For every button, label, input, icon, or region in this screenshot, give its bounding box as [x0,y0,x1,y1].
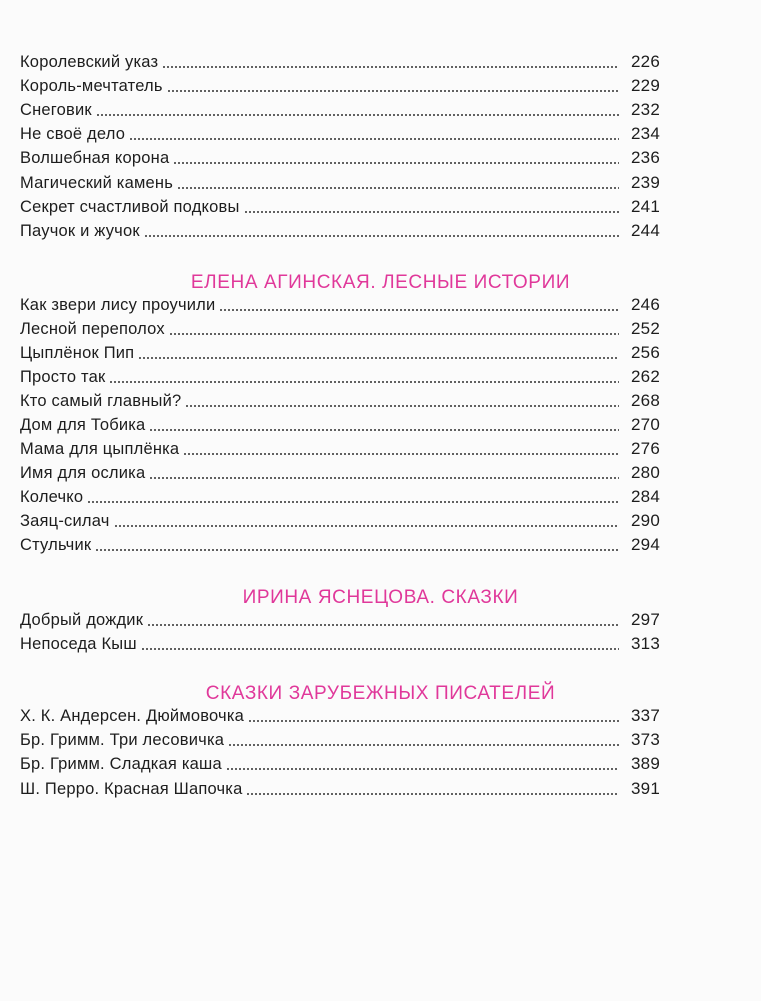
toc-entry [20,75,660,97]
dot-leader [96,114,619,116]
dot-leader [228,744,619,746]
toc-entry-page-number: 284 [631,487,660,506]
dot-leader [226,768,619,770]
toc-entry-page-number: 232 [631,100,660,120]
toc-entry [20,609,660,631]
dot-leader [248,720,619,722]
dot-leader [114,525,619,527]
toc-entry [20,123,660,145]
dot-leader [147,624,619,626]
toc-entry-page-number: 294 [631,535,660,554]
toc-entry-page-number: 226 [631,52,660,71]
toc-entry-page-number: 290 [631,511,660,530]
toc-entry [20,414,660,436]
toc-entry [20,778,660,800]
toc-entry-page-number: 229 [631,76,660,96]
toc-entry-title: Королевский указ [20,53,159,71]
toc-entry [20,438,660,460]
toc-entry-page-number: 262 [631,367,660,386]
toc-entry-page-number: 256 [631,343,660,362]
dot-leader [162,66,619,68]
toc-entry [20,342,660,364]
toc-entry-page-number: 241 [631,196,660,216]
dot-leader [129,138,619,140]
toc-entry-page-number: 236 [631,148,660,168]
toc-entry-title: Бр. Гримм. Сладкая каша [20,755,222,774]
toc-entry [20,462,660,484]
toc-entry [20,390,660,412]
toc-entry-page-number: 337 [631,706,660,725]
dot-leader [87,501,619,503]
toc-entry-page-number: 268 [631,391,660,410]
toc-entry-title: Магический камень [20,173,173,192]
dot-leader [246,793,619,795]
toc-entry [20,172,660,194]
toc-entry-title: Лесной переполох [20,320,165,338]
toc-entry [20,51,660,73]
toc-entry-page-number: 297 [631,610,660,629]
toc-entry [20,366,660,388]
dot-leader [183,453,619,455]
toc-entry-page-number: 276 [631,439,660,458]
toc-entry-title: Имя для ослика [20,464,146,482]
toc-entry-page-number: 373 [631,730,660,750]
toc-entry-title: Х. К. Андерсен. Дюймовочка [20,707,244,725]
toc-entry-page-number: 252 [631,319,660,338]
toc-entry [20,705,660,727]
toc-entry-title: Заяц-силач [20,512,110,530]
dot-leader [149,429,619,431]
toc-entry [20,220,660,242]
toc-entry-title: Бр. Гримм. Три лесовичка [20,731,225,750]
toc-entry-page-number: 244 [631,220,660,240]
dot-leader [185,405,619,407]
toc-entry [20,196,660,218]
section-heading-3: СКАЗКИ ЗАРУБЕЖНЫХ ПИСАТЕЛЕЙ [205,683,556,704]
toc-entry-title: Король-мечтатель [20,77,163,96]
toc-entry-title: Кто самый главный? [20,392,182,410]
toc-entry [20,534,660,556]
toc-entry [20,294,660,316]
toc-entry-page-number: 389 [631,754,660,774]
toc-entry [20,99,660,121]
toc-entry-title: Волшебная корона [20,149,170,168]
dot-leader [149,477,619,479]
toc-entry-title: Дом для Тобика [20,416,146,434]
toc-entry-title: Непоседа Кыш [20,634,137,653]
toc-entry-page-number: 270 [631,415,660,434]
toc-entry [20,633,660,655]
section-heading-2: ИРИНА ЯСНЕЦОВА. СКАЗКИ [242,587,519,608]
toc-entry-title: Как звери лису проучили [20,296,216,314]
dot-leader [109,381,619,383]
toc-entry-title: Мама для цыплёнка [20,440,180,458]
dot-leader [144,235,619,237]
dot-leader [177,187,619,189]
toc-entry-page-number: 234 [631,124,660,144]
dot-leader [95,549,619,551]
toc-entry-title: Просто так [20,368,106,386]
toc-entry-page-number: 391 [631,778,660,798]
toc-entry-title: Стульчик [20,536,92,554]
toc-entry [20,147,660,169]
toc-entry [20,753,660,775]
dot-leader [141,648,619,650]
dot-leader [244,211,619,213]
toc-entry-title: Снеговик [20,101,92,120]
toc-entry [20,486,660,508]
toc-entry [20,318,660,340]
toc-entry-title: Добрый дождик [20,611,144,629]
toc-entry-title: Колечко [20,488,84,506]
toc-entry-page-number: 280 [631,463,660,482]
toc-entry-title: Ш. Перро. Красная Шапочка [20,779,243,798]
toc-entry [20,510,660,532]
dot-leader [167,90,619,92]
toc-entry-page-number: 246 [631,295,660,314]
dot-leader [169,333,619,335]
dot-leader [219,309,619,311]
section-heading-1: ЕЛЕНА АГИНСКАЯ. ЛЕСНЫЕ ИСТОРИИ [190,272,571,293]
toc-entry-title: Паучок и жучок [20,221,140,240]
dot-leader [173,162,619,164]
toc-entry [20,729,660,751]
toc-entry-page-number: 313 [631,633,660,653]
toc-entry-page-number: 239 [631,172,660,192]
toc-entry-title: Секрет счастливой подковы [20,197,240,216]
toc-entry-title: Цыплёнок Пип [20,344,135,362]
toc-entry-title: Не своё дело [20,125,126,144]
dot-leader [138,357,619,359]
